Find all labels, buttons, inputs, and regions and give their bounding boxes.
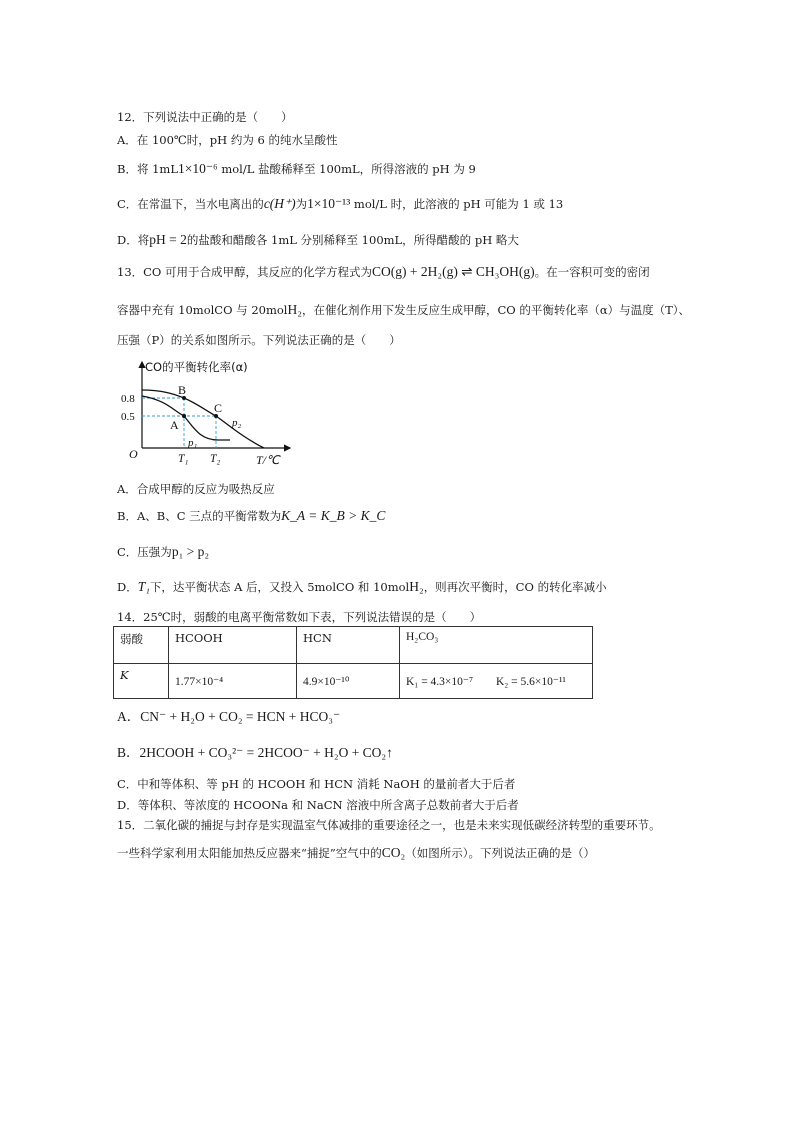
q13-b-math: K_A = K_B > K_C [281,508,386,523]
label-b: B [178,383,187,397]
y-axis-label: CO的平衡转化率(α) [145,360,248,374]
q13-d-pre: D． [117,580,138,594]
q12-c-math2: 1×10⁻¹³ [307,196,351,211]
x-axis-label: T/℃ [256,453,280,467]
q14-option-c: C．中和等体积、等 pH 的 HCOOH 和 HCN 消耗 NaOH 的量前者大于后者 [117,777,516,791]
q14-option-d: D．等体积、等浓度的 HCOONa 和 NaCN 溶液中所含离子总数前者大于后者 [117,798,519,812]
q12-d-pre: D．将 [117,233,150,247]
table-cell: H₂CO₃ [400,627,593,664]
table-cell [114,664,169,699]
q13-d-mid: 下，达平衡状态 A 后，又投入 5molCO 和 10mol [149,580,410,594]
q12-c-math1: c(H⁺) [263,196,296,211]
q12-stem: 12．下列说法中正确的是（ ） [117,110,293,124]
curve-p2 [142,390,264,448]
table-cell: 1.77×10⁻⁴ [169,664,297,699]
q13-line1 [117,264,650,280]
q12-b-pre: B．将 1mL [117,162,178,176]
q13-c-math: p₁ > p₂ [171,544,210,559]
q13-d-post: ，则再次平衡时，CO 的转化率减小 [423,580,607,594]
label-c: C [214,401,223,415]
q15-line2 [117,845,595,861]
q12-option-b [117,161,476,177]
q13-l2-post: ，在催化剂作用下发生反应生成甲醇，CO 的平衡转化率（α）与温度（T）、 [301,303,691,317]
x-tick-t2: T₂ [210,453,221,465]
q13-d-math: T₁ [137,579,150,594]
origin-label: O [129,447,138,461]
q12-b-post: mol/L 盐酸稀释至 100mL，所得溶液的 pH 为 9 [217,162,476,176]
conversion-rate-graph [118,356,298,471]
table-cell: HCOOH [169,627,297,664]
y-tick-08: 0.8 [121,393,135,405]
q13-line3: 压强（P）的关系如图所示。下列说法正确的是（ ） [117,333,401,347]
q12-c-pre: C．在常温下，当水电离出的 [117,197,264,211]
q12-c-mid: 为 [295,197,308,211]
label-p2: p₂ [232,417,242,429]
q13-l2-math: H₂ [287,302,302,317]
q13-line2 [117,302,690,318]
q14-option-b: B．2HCOOH + CO₃²⁻ = 2HCOO⁻ + H₂O + CO₂↑ [117,745,393,760]
q13-l2-pre: 容器中充有 10molCO 与 20mol [117,303,288,317]
q14-option-a: A．CN⁻ + H₂O + CO₂ = HCN + HCO₃⁻ [117,709,341,724]
q12-b-math: 1×10⁻⁶ [177,161,218,176]
q12-option-a: A．在 100℃时，pH 约为 6 的纯水呈酸性 [117,133,338,147]
table-cell: 弱酸 [114,627,169,664]
q13-c-pre: C．压强为 [117,545,172,559]
table-row [114,627,593,664]
table-cell: 4.9×10⁻¹⁰ [297,664,400,699]
q13-b-pre: B．A、B、C 三点的平衡常数为 [117,509,282,523]
q15-line1: 15．二氧化碳的捕捉与封存是实现温室气体减排的重要途径之一，也是未来实现低碳经济转型的重要环节。 [117,818,661,832]
q12-option-d [117,232,519,248]
label-p1: p₁ [188,437,198,449]
q13-option-a: A．合成甲醇的反应为吸热反应 [117,482,275,496]
q15-l2-post: （如图所示）。下列说法正确的是（） [405,846,595,860]
table-cell: K₁ = 4.3×10⁻⁷ K₂ = 5.6×10⁻¹¹ [400,664,593,699]
q13-option-b [117,508,385,524]
acid-constant-table [113,626,593,699]
label-a: A [170,418,179,432]
q13-option-c [117,544,209,560]
q12-d-math: pH = 2 [149,232,187,247]
point-a [182,414,186,418]
q13-d-math2: H₂ [409,579,424,594]
table-row [114,664,593,699]
x-tick-t1: T₁ [178,453,189,465]
y-tick-05: 0.5 [121,411,135,423]
q12-c-post: mol/L 时，此溶液的 pH 可能为 1 或 13 [350,197,564,211]
q15-l2-pre: 一些科学家利用太阳能加热反应器来“捕捉”空气中的 [117,846,382,860]
k-label: K [120,668,129,682]
q12-d-post: 的盐酸和醋酸各 1mL 分别稀释至 100mL，所得醋酸的 pH 略大 [186,233,519,247]
q14-stem: 14．25℃时，弱酸的电离平衡常数如下表，下列说法错误的是（ ） [117,610,482,624]
q12-option-c [117,196,563,212]
q13-l1-post: 。在一容积可变的密闭 [534,265,650,279]
q13-l1-pre: 13．CO 可用于合成甲醇，其反应的化学方程式为 [117,265,373,279]
table-cell: HCN [297,627,400,664]
q13-option-d [117,579,607,595]
q13-equation: CO(g) + 2H₂(g) ⇌ CH₃OH(g) [372,264,535,279]
q15-l2-math: CO₂ [381,845,406,860]
